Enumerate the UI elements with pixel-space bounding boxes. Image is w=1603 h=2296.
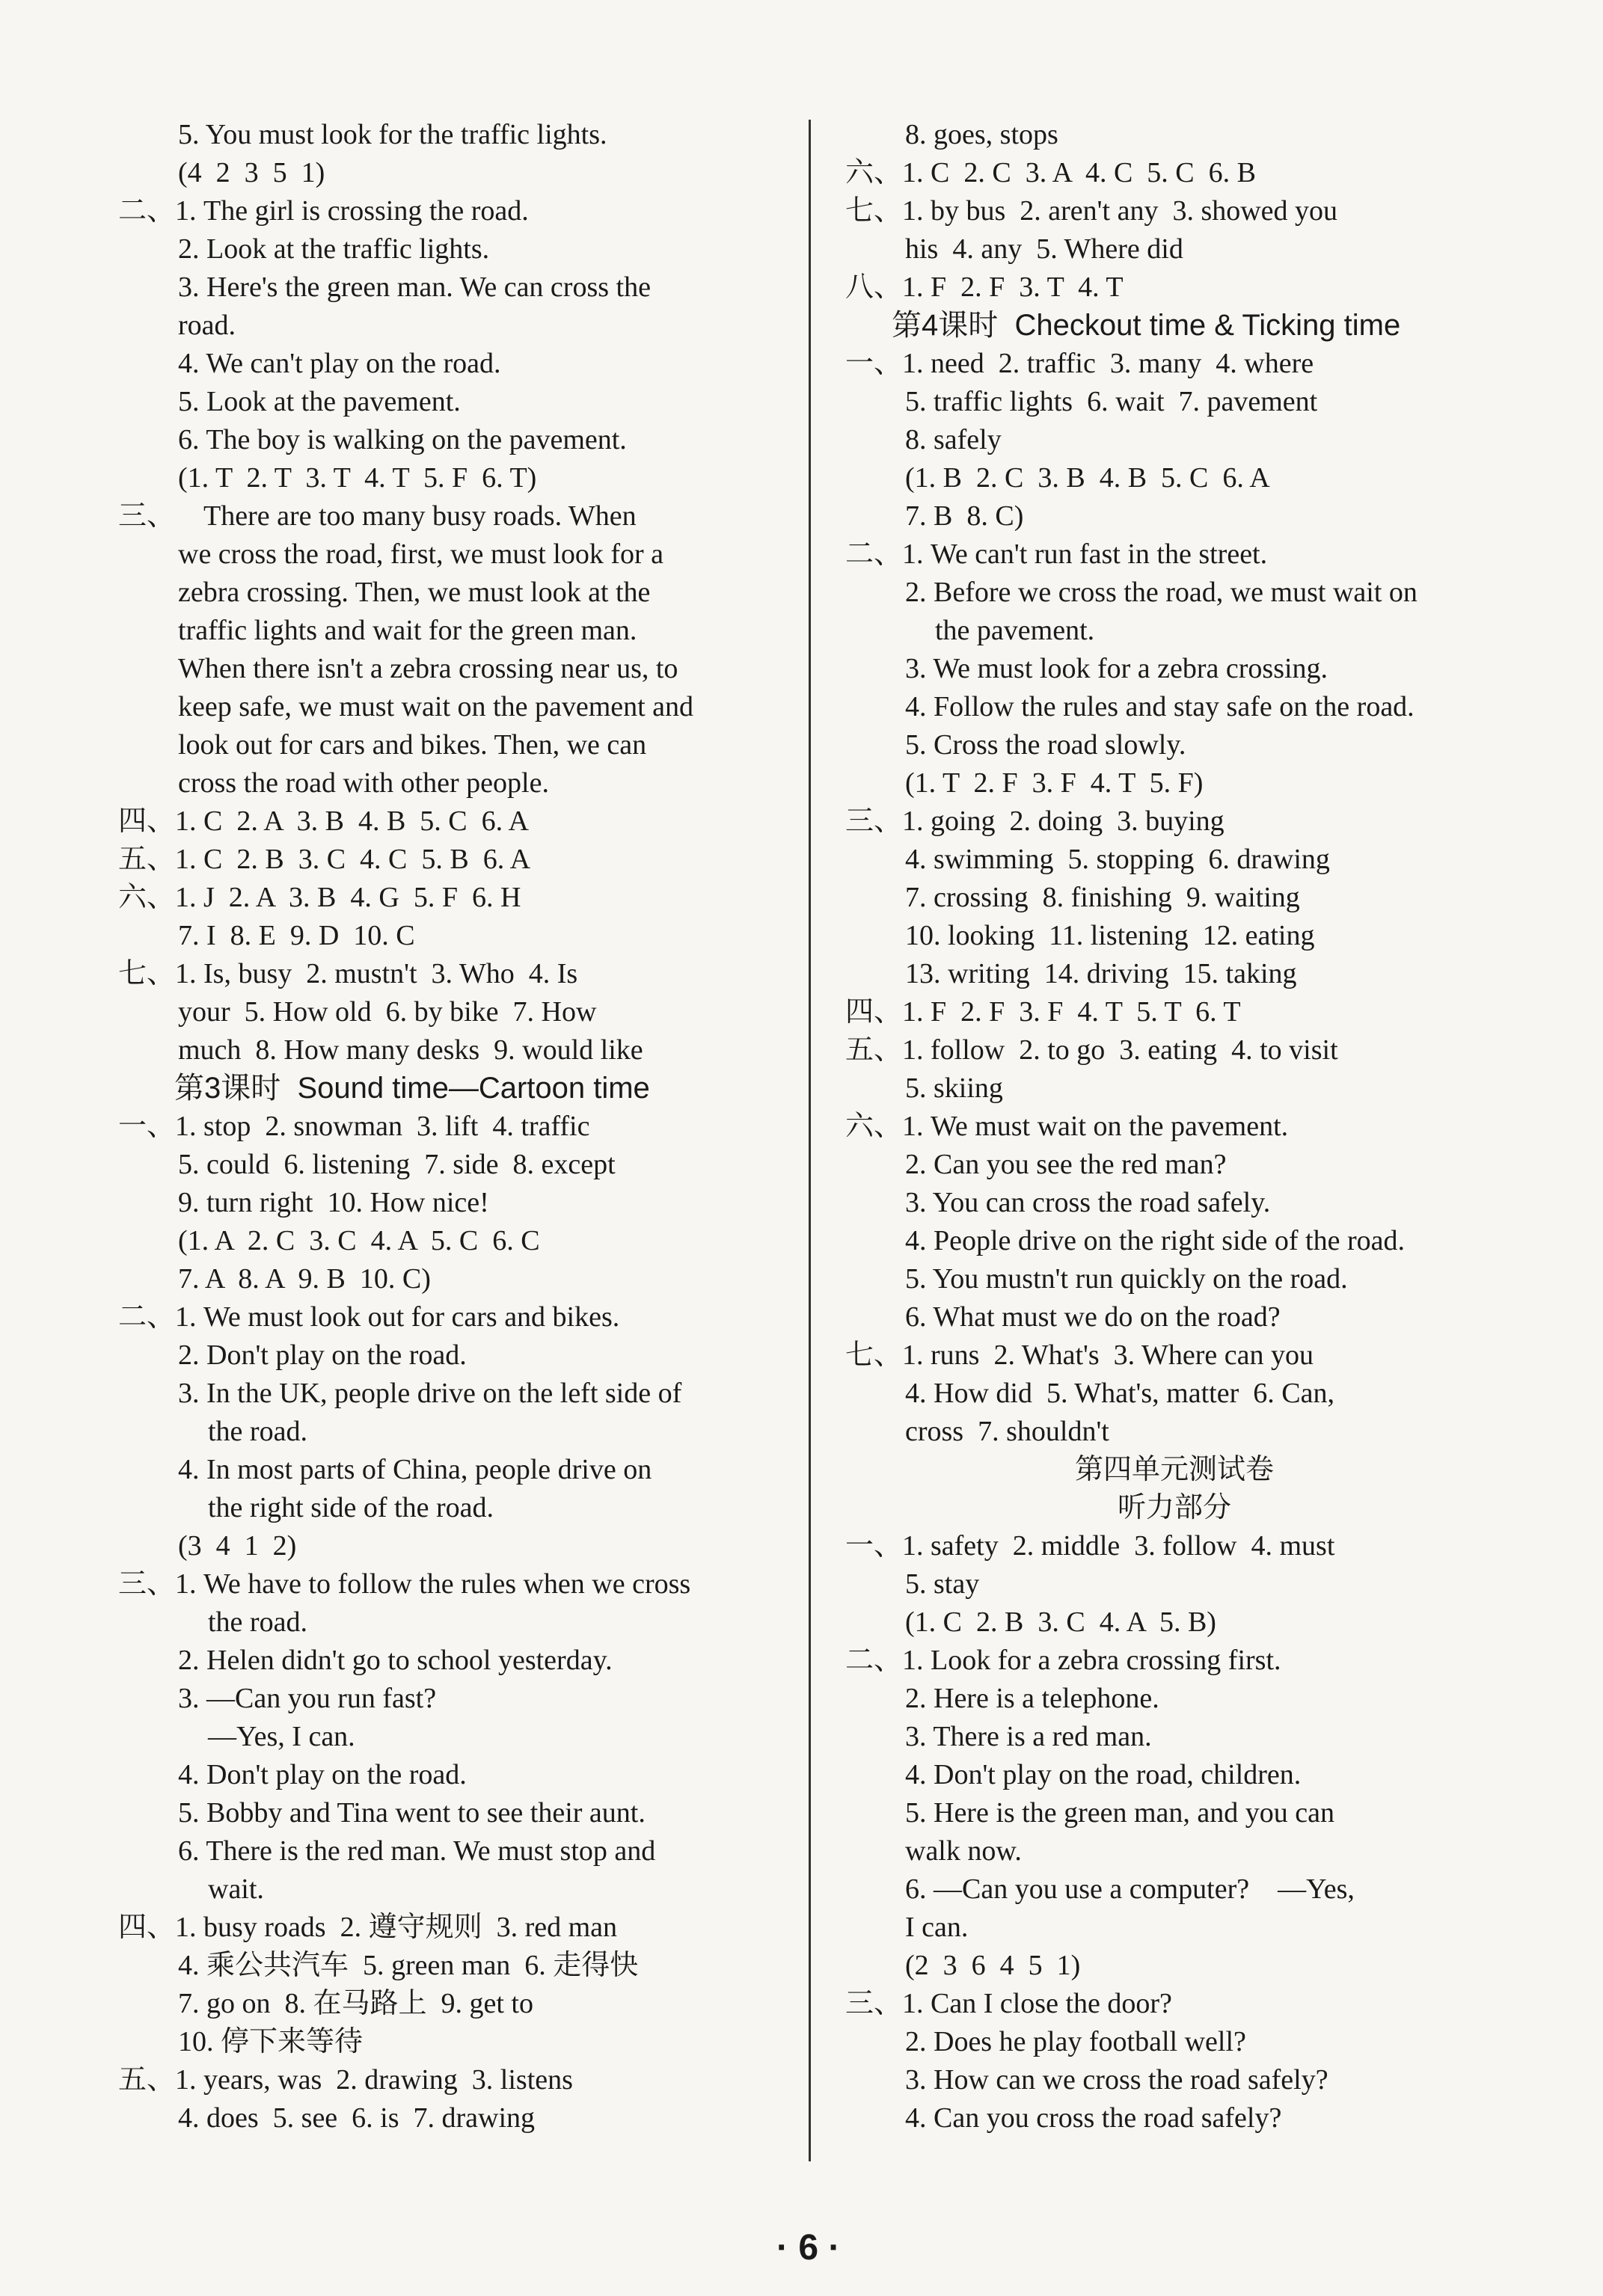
- answer-line: the right side of the road.: [208, 1492, 494, 1523]
- column-divider: [809, 120, 811, 2161]
- answer-line: 五、1. C 2. B 3. C 4. C 5. B 6. A: [118, 844, 531, 875]
- answer-line: 8. safely: [905, 424, 1002, 455]
- answer-line: (4 2 3 5 1): [178, 157, 325, 188]
- answer-line: wait.: [208, 1873, 264, 1905]
- answer-line: road.: [178, 310, 236, 341]
- left-column: [118, 116, 776, 2137]
- answer-line: 四、1. F 2. F 3. F 4. T 5. T 6. T: [845, 996, 1241, 1028]
- answer-line: 8. goes, stops: [905, 119, 1058, 150]
- answer-line: 3. —Can you run fast?: [178, 1683, 437, 1714]
- answer-line: 6. —Can you use a computer? —Yes,: [905, 1873, 1355, 1905]
- answer-line: 4. swimming 5. stopping 6. drawing: [905, 844, 1330, 875]
- answer-line: your 5. How old 6. by bike 7. How: [178, 996, 597, 1028]
- answer-line: 4. does 5. see 6. is 7. drawing: [178, 2102, 536, 2134]
- answer-line: 2. Helen didn't go to school yesterday.: [178, 1645, 613, 1676]
- answer-line: 7. B 8. C): [905, 500, 1024, 532]
- answer-line: 6. There is the red man. We must stop and: [178, 1835, 656, 1867]
- answer-line: (3 4 1 2): [178, 1530, 297, 1562]
- answer-line: 六、1. J 2. A 3. B 4. G 5. F 6. H: [118, 882, 521, 913]
- answer-line: 三、1. We have to follow the rules when we cross: [118, 1568, 691, 1600]
- answer-line: 二、1. The girl is crossing the road.: [118, 195, 529, 227]
- section-heading: 第3课时 Sound time—Cartoon time: [174, 1072, 650, 1105]
- answer-line: 5. You must look for the traffic lights.: [178, 119, 607, 150]
- answer-line: 二、1. Look for a zebra crossing first.: [845, 1645, 1281, 1676]
- answer-line: 3. How can we cross the road safely?: [905, 2064, 1328, 2096]
- answer-line: cross the road with other people.: [178, 767, 549, 799]
- answer-line: traffic lights and wait for the green man.: [178, 615, 637, 646]
- answer-line: 三、1. going 2. doing 3. buying: [845, 805, 1225, 837]
- answer-line: 2. Look at the traffic lights.: [178, 233, 490, 265]
- answer-line: 7. crossing 8. finishing 9. waiting: [905, 882, 1300, 913]
- answer-line: 三、 There are too many busy roads. When: [118, 500, 637, 532]
- answer-line: 5. Cross the road slowly.: [905, 729, 1186, 761]
- answer-line: look out for cars and bikes. Then, we can: [178, 729, 647, 761]
- answer-line: zebra crossing. Then, we must look at the: [178, 577, 651, 608]
- answer-line: 4. 乘公共汽车 5. green man 6. 走得快: [178, 1950, 639, 1981]
- page-number: · 6 ·: [776, 2228, 841, 2268]
- right-column: [845, 116, 1504, 2137]
- answer-line: 10. looking 11. listening 12. eating: [905, 920, 1315, 951]
- answer-line: 2. Can you see the red man?: [905, 1149, 1227, 1180]
- answer-line: 4. Don't play on the road.: [178, 1759, 467, 1790]
- answer-line: 6. The boy is walking on the pavement.: [178, 424, 627, 455]
- answer-line: 3. We must look for a zebra crossing.: [905, 653, 1328, 684]
- answer-line: 3. In the UK, people drive on the left side of: [178, 1378, 682, 1409]
- answer-line: —Yes, I can.: [208, 1721, 355, 1752]
- answer-line: 13. writing 14. driving 15. taking: [905, 958, 1297, 989]
- answer-line: 七、1. runs 2. What's 3. Where can you: [845, 1339, 1314, 1371]
- answer-line: 5. Here is the green man, and you can: [905, 1797, 1335, 1829]
- answer-line: (2 3 6 4 5 1): [905, 1950, 1081, 1981]
- answer-line: 5. traffic lights 6. wait 7. pavement: [905, 386, 1318, 417]
- answer-line: 一、1. stop 2. snowman 3. lift 4. traffic: [118, 1111, 590, 1142]
- answer-line: 7. A 8. A 9. B 10. C): [178, 1263, 431, 1295]
- answer-line: (1. T 2. F 3. F 4. T 5. F): [905, 767, 1204, 799]
- answer-line: 3. Here's the green man. We can cross the: [178, 271, 651, 303]
- answer-line: 四、1. C 2. A 3. B 4. B 5. C 6. A: [118, 805, 529, 837]
- answer-line: When there isn't a zebra crossing near us, to: [178, 653, 678, 684]
- answer-line: (1. B 2. C 3. B 4. B 5. C 6. A: [905, 462, 1270, 494]
- answer-line: 三、1. Can I close the door?: [845, 1988, 1172, 2019]
- answer-line: 5. Bobby and Tina went to see their aunt.: [178, 1797, 646, 1829]
- answer-line: 9. turn right 10. How nice!: [178, 1187, 489, 1218]
- answer-line: 4. How did 5. What's, matter 6. Can,: [905, 1378, 1334, 1409]
- section-heading: 第4课时 Checkout time & Ticking time: [892, 309, 1401, 342]
- answer-line: I can.: [905, 1912, 969, 1943]
- answer-line: keep safe, we must wait on the pavement and: [178, 691, 694, 722]
- answer-line: 3. There is a red man.: [905, 1721, 1152, 1752]
- answer-line: we cross the road, first, we must look for a: [178, 538, 664, 570]
- answer-line: cross 7. shouldn't: [905, 1416, 1109, 1447]
- answer-line: 2. Here is a telephone.: [905, 1683, 1159, 1714]
- answer-line: 3. You can cross the road safely.: [905, 1187, 1271, 1218]
- answer-line: 2. Don't play on the road.: [178, 1339, 467, 1371]
- answer-line: 一、1. safety 2. middle 3. follow 4. must: [845, 1530, 1335, 1562]
- answer-line: 4. People drive on the right side of the road.: [905, 1225, 1406, 1256]
- answer-line: 五、1. years, was 2. drawing 3. listens: [118, 2064, 573, 2096]
- answer-line: 7. I 8. E 9. D 10. C: [178, 920, 415, 951]
- answer-line: 四、1. busy roads 2. 遵守规则 3. red man: [118, 1912, 618, 1943]
- answer-line: 六、1. C 2. C 3. A 4. C 5. C 6. B: [845, 157, 1256, 188]
- answer-line: 4. In most parts of China, people drive on: [178, 1454, 652, 1485]
- answer-line: 5. could 6. listening 7. side 8. except: [178, 1149, 616, 1180]
- answer-line: 10. 停下来等待: [178, 2026, 364, 2057]
- answer-line: 一、1. need 2. traffic 3. many 4. where: [845, 348, 1314, 379]
- answer-line: 2. Does he play football well?: [905, 2026, 1246, 2057]
- answer-line: 5. skiing: [905, 1072, 1003, 1104]
- answer-line: the road.: [208, 1606, 307, 1638]
- answer-line: 2. Before we cross the road, we must wait on: [905, 577, 1417, 608]
- answer-line: 二、1. We must look out for cars and bikes.: [118, 1301, 620, 1333]
- answer-line: (1. A 2. C 3. C 4. A 5. C 6. C: [178, 1225, 540, 1256]
- section-heading: 第四单元测试卷: [1074, 1454, 1274, 1485]
- answer-line: 5. You mustn't run quickly on the road.: [905, 1263, 1348, 1295]
- answer-line: 七、1. by bus 2. aren't any 3. showed you: [845, 195, 1338, 227]
- answer-line: 4. Follow the rules and stay safe on the road.: [905, 691, 1414, 722]
- answer-line: 二、1. We can't run fast in the street.: [845, 538, 1268, 570]
- answer-line: (1. T 2. T 3. T 4. T 5. F 6. T): [178, 462, 537, 494]
- answer-line: 5. Look at the pavement.: [178, 386, 461, 417]
- section-heading: 听力部分: [1117, 1492, 1231, 1523]
- answer-line: 4. Don't play on the road, children.: [905, 1759, 1302, 1790]
- answer-line: 八、1. F 2. F 3. T 4. T: [845, 271, 1124, 303]
- answer-line: the pavement.: [935, 615, 1095, 646]
- answer-line: 五、1. follow 2. to go 3. eating 4. to visit: [845, 1034, 1338, 1066]
- answer-line: 七、1. Is, busy 2. mustn't 3. Who 4. Is: [118, 958, 578, 989]
- answer-line: much 8. How many desks 9. would like: [178, 1034, 643, 1066]
- answer-line: 六、1. We must wait on the pavement.: [845, 1111, 1289, 1142]
- answer-line: (1. C 2. B 3. C 4. A 5. B): [905, 1606, 1216, 1638]
- answer-line: 6. What must we do on the road?: [905, 1301, 1281, 1333]
- answer-line: 5. stay: [905, 1568, 980, 1600]
- answer-line: his 4. any 5. Where did: [905, 233, 1183, 265]
- answer-line: walk now.: [905, 1835, 1022, 1867]
- answer-line: 4. We can't play on the road.: [178, 348, 501, 379]
- answer-line: 4. Can you cross the road safely?: [905, 2102, 1282, 2134]
- answer-line: the road.: [208, 1416, 307, 1447]
- answer-line: 7. go on 8. 在马路上 9. get to: [178, 1988, 533, 2019]
